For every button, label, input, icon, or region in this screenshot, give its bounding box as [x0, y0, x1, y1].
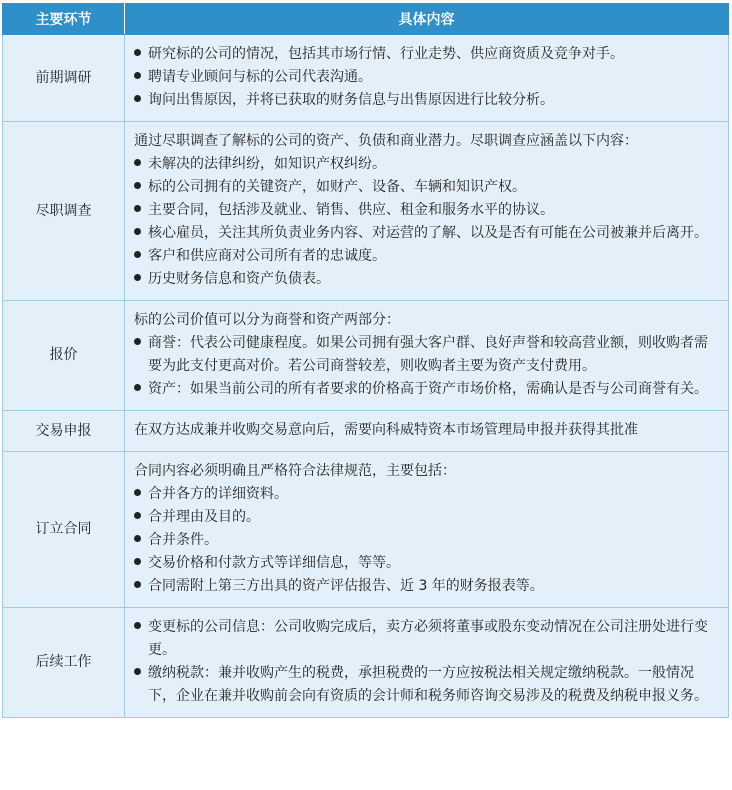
- bullet-item: [134, 89, 718, 112]
- table-header-row: [3, 4, 729, 35]
- bullet-dot-icon: [134, 622, 141, 629]
- content-cell: [125, 411, 729, 452]
- content-cell: [125, 608, 729, 718]
- bullet-dot-icon: [134, 159, 141, 166]
- bullet-dot-icon: [134, 558, 141, 565]
- bullet-dot-icon: [134, 489, 141, 496]
- bullet-text: 询问出售原因，并将已获取的财务信息与出售原因进行比较分析。: [148, 92, 554, 108]
- bullet-item: [134, 43, 718, 66]
- bullet-dot-icon: [134, 95, 141, 102]
- bullet-dot-icon: [134, 228, 141, 235]
- table-row: [3, 411, 729, 452]
- bullet-item: [134, 245, 718, 268]
- stage-cell: 报价: [3, 301, 125, 411]
- header-stage: 主要环节: [3, 4, 125, 35]
- content-cell: [125, 122, 729, 301]
- bullet-dot-icon: [134, 205, 141, 212]
- bullet-dot-icon: [134, 274, 141, 281]
- stage-cell: 前期调研: [3, 35, 125, 122]
- bullet-text: 合并各方的详细资料。: [148, 486, 288, 502]
- table-row: [3, 301, 729, 411]
- bullet-text: 历史财务信息和资产负债表。: [148, 271, 330, 287]
- bullet-dot-icon: [134, 338, 141, 345]
- bullet-text: 缴纳税款：兼并收购产生的税费，承担税费的一方应按税法相关规定缴纳税款。一般情况下，企业在兼并收购前会向有资质的会计师和税务师咨询交易涉及的税费及纳税申报义务。: [148, 665, 708, 704]
- table-row: [3, 608, 729, 718]
- ma-process-table: [2, 3, 729, 718]
- content-intro: 通过尽职调查了解标的公司的资产、负债和商业潜力。尽职调查应涵盖以下内容：: [134, 133, 638, 149]
- bullet-dot-icon: [134, 182, 141, 189]
- bullet-item: [134, 529, 718, 552]
- bullet-item: [134, 378, 718, 401]
- bullet-item: [134, 222, 718, 245]
- bullet-dot-icon: [134, 49, 141, 56]
- bullet-dot-icon: [134, 384, 141, 391]
- content-cell: [125, 452, 729, 608]
- bullet-item: [134, 552, 718, 575]
- bullet-dot-icon: [134, 581, 141, 588]
- bullet-text: 主要合同，包括涉及就业、销售、供应、租金和服务水平的协议。: [148, 202, 554, 218]
- bullet-text: 客户和供应商对公司所有者的忠诚度。: [148, 248, 386, 264]
- bullet-text: 核心雇员，关注其所负责业务内容、对运营的了解、以及是否有可能在公司被兼并后离开。: [148, 225, 708, 241]
- table-row: [3, 122, 729, 301]
- bullet-item: [134, 506, 718, 529]
- bullet-item: [134, 616, 718, 662]
- bullet-item: [134, 575, 718, 598]
- bullet-item: [134, 66, 718, 89]
- bullet-dot-icon: [134, 668, 141, 675]
- bullet-item: [134, 332, 718, 378]
- bullet-text: 研究标的公司的情况，包括其市场行情、行业走势、供应商资质及竞争对手。: [148, 46, 624, 62]
- content-intro: 合同内容必须明确且严格符合法律规范，主要包括：: [134, 463, 456, 479]
- bullet-item: [134, 483, 718, 506]
- bullet-item: [134, 268, 718, 291]
- bullet-text: 聘请专业顾问与标的公司代表沟通。: [148, 69, 372, 85]
- content-cell: [125, 301, 729, 411]
- bullet-dot-icon: [134, 535, 141, 542]
- stage-cell: 尽职调查: [3, 122, 125, 301]
- table-row: [3, 452, 729, 608]
- bullet-dot-icon: [134, 251, 141, 258]
- bullet-text: 资产：如果当前公司的所有者要求的价格高于资产市场价格，需确认是否与公司商誉有关。: [148, 381, 708, 397]
- bullet-item: [134, 176, 718, 199]
- bullet-item: [134, 153, 718, 176]
- bullet-item: [134, 662, 718, 708]
- bullet-text: 合并理由及目的。: [148, 509, 260, 525]
- stage-cell: 后续工作: [3, 608, 125, 718]
- bullet-item: [134, 199, 718, 222]
- stage-cell: 交易申报: [3, 411, 125, 452]
- bullet-text: 合同需附上第三方出具的资产评估报告、近 3 年的财务报表等。: [148, 578, 544, 594]
- content-intro: 在双方达成兼并收购交易意向后，需要向科威特资本市场管理局申报并获得其批准: [134, 422, 638, 438]
- bullet-text: 交易价格和付款方式等详细信息，等等。: [148, 555, 400, 571]
- content-intro: 标的公司价值可以分为商誉和资产两部分：: [134, 312, 400, 328]
- stage-cell: 订立合同: [3, 452, 125, 608]
- bullet-text: 未解决的法律纠纷，如知识产权纠纷。: [148, 156, 386, 172]
- bullet-text: 合并条件。: [148, 532, 218, 548]
- bullet-dot-icon: [134, 72, 141, 79]
- bullet-text: 标的公司拥有的关键资产，如财产、设备、车辆和知识产权。: [148, 179, 526, 195]
- content-cell: [125, 35, 729, 122]
- bullet-text: 商誉：代表公司健康程度。如果公司拥有强大客户群、良好声誉和较高营业额，则收购者需要为此支付更高对价。若公司商誉较差，则收购者主要为资产支付费用。: [148, 335, 708, 374]
- table-row: [3, 35, 729, 122]
- header-content: 具体内容: [125, 4, 729, 35]
- bullet-dot-icon: [134, 512, 141, 519]
- bullet-text: 变更标的公司信息：公司收购完成后，卖方必须将董事或股东变动情况在公司注册处进行变更。: [148, 619, 708, 658]
